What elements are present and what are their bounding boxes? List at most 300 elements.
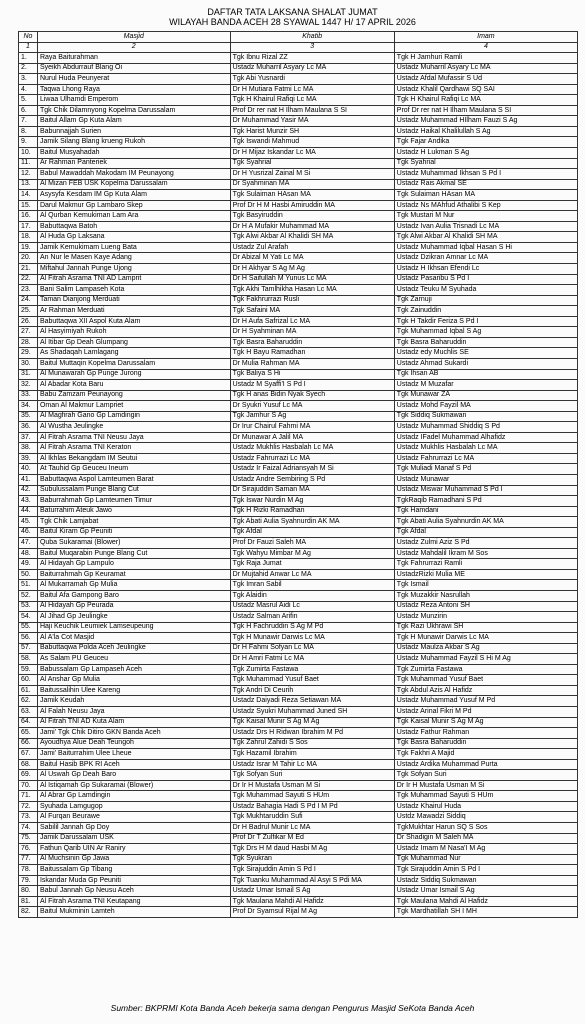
khatib-cell: Tgk Andri Di Ceurih xyxy=(230,685,394,696)
masjid-cell: Taman Dianjong Merduati xyxy=(37,295,230,306)
masjid-cell: Ayoudhya Alue Deah Teungoh xyxy=(37,738,230,749)
row-number: 1. xyxy=(19,53,38,64)
khatib-cell: Tgk Syahrial xyxy=(230,158,394,169)
table-row xyxy=(19,601,578,612)
masjid-cell: Nurul Huda Peunyerat xyxy=(37,74,230,85)
khatib-cell: Tgk Tuanku Muhammad Al Asyi S Pdi MA xyxy=(230,875,394,886)
khatib-cell: Tgk Maulana Mahdi Al Hafidz xyxy=(230,896,394,907)
table-row xyxy=(19,422,578,433)
row-number: 49. xyxy=(19,559,38,570)
imam-cell: Tgk Zarnuji xyxy=(394,295,577,306)
masjid-cell: Taqwa Lhong Raya xyxy=(37,84,230,95)
khatib-cell: Ustadz Salman Arifin xyxy=(230,612,394,623)
table-row xyxy=(19,485,578,496)
khatib-cell: Tgk Muhammad Sayuti S HUm xyxy=(230,791,394,802)
table-row xyxy=(19,517,578,528)
khatib-cell: Tgk Alwi Akbar Al Khalidi SH MA xyxy=(230,232,394,243)
imam-cell: Tgk Sulaiman HAsan MA xyxy=(394,190,577,201)
masjid-cell: Jami' Baiturrahim Ulee Lheue xyxy=(37,749,230,760)
row-number: 43. xyxy=(19,496,38,507)
table-row xyxy=(19,211,578,222)
table-row xyxy=(19,633,578,644)
khatib-cell: Dr Ir H Mustafa Usman M Si xyxy=(230,780,394,791)
masjid-cell: Al Munawarah Gp Punge Jurong xyxy=(37,369,230,380)
imam-cell: Ustadz Ahmad Sukardi xyxy=(394,358,577,369)
table-row xyxy=(19,538,578,549)
row-number: 50. xyxy=(19,569,38,580)
imam-cell: Tgk Mardhatillah SH I MH xyxy=(394,907,577,918)
masjid-cell: Sabilil Jannah Gp Doy xyxy=(37,823,230,834)
imam-cell: Tgk Muzakkir Nasrullah xyxy=(394,590,577,601)
table-row xyxy=(19,875,578,886)
khatib-cell: Tgk H anas Bidin Nyak Syech xyxy=(230,390,394,401)
table-row xyxy=(19,496,578,507)
row-number: 31. xyxy=(19,369,38,380)
row-number: 15. xyxy=(19,200,38,211)
table-row xyxy=(19,559,578,570)
khatib-cell: Tgk Syukran xyxy=(230,854,394,865)
khatib-cell: Ustadz Andre Sembiring S Pd xyxy=(230,474,394,485)
table-row xyxy=(19,664,578,675)
row-number: 71. xyxy=(19,791,38,802)
header-no: No xyxy=(19,32,38,43)
khatib-cell: Prof Dr H M Hasbi Amiruddin MA xyxy=(230,200,394,211)
table-row xyxy=(19,337,578,348)
table-row xyxy=(19,348,578,359)
table-row xyxy=(19,590,578,601)
row-number: 4. xyxy=(19,84,38,95)
khatib-cell: Tgk Harist Munzir SH xyxy=(230,126,394,137)
row-number: 53. xyxy=(19,601,38,612)
row-number: 10. xyxy=(19,148,38,159)
khatib-cell: Dr Abizal M Yati Lc MA xyxy=(230,253,394,264)
imam-cell: Ustadz Muhammad HIlham Fauzi S Ag xyxy=(394,116,577,127)
table-row xyxy=(19,527,578,538)
table-body xyxy=(19,53,578,918)
khatib-cell: Dr Syukri Yusuf Lc MA xyxy=(230,401,394,412)
masjid-cell: Al Uswah Gp Deah Baro xyxy=(37,770,230,781)
masjid-cell: Al Huda Gp Laksana xyxy=(37,232,230,243)
row-number: 82. xyxy=(19,907,38,918)
row-number: 27. xyxy=(19,327,38,338)
khatib-cell: Tgk Drs H M daud Hasbi M Ag xyxy=(230,844,394,855)
masjid-cell: Al Magfirah Gano Gp Lamdingin xyxy=(37,411,230,422)
imam-cell: Tgk Siddiq Sukmawan xyxy=(394,411,577,422)
imam-cell: Tgk Razi Ukhrawi SH xyxy=(394,622,577,633)
row-number: 79. xyxy=(19,875,38,886)
table-row xyxy=(19,738,578,749)
khatib-cell: Dr Syahminan MA xyxy=(230,179,394,190)
row-number: 41. xyxy=(19,474,38,485)
table-row xyxy=(19,643,578,654)
masjid-cell: Baitussalam Gp Tibang xyxy=(37,865,230,876)
row-number: 46. xyxy=(19,527,38,538)
table-row xyxy=(19,896,578,907)
table-row xyxy=(19,770,578,781)
masjid-cell: As Salam PU Geuceu xyxy=(37,654,230,665)
table-row xyxy=(19,432,578,443)
header-masjid: Masjid xyxy=(37,32,230,43)
imam-cell: Tgk Muhammad Nur xyxy=(394,854,577,865)
masjid-cell: Al Hasyimiyah Rukoh xyxy=(37,327,230,338)
imam-cell: Ustadz Haikal Khalilullah S Ag xyxy=(394,126,577,137)
masjid-cell: Babuttaqwa Batoh xyxy=(37,221,230,232)
table-row xyxy=(19,654,578,665)
row-number: 25. xyxy=(19,306,38,317)
khatib-cell: Tgk Sirajuddin Amin S Pd I xyxy=(230,865,394,876)
masjid-cell: Darul Makmur Gp Lambaro Skep xyxy=(37,200,230,211)
masjid-cell: Tgk Chik Lamjabat xyxy=(37,517,230,528)
khatib-cell: Dr H Fahmi Sofyan Lc MA xyxy=(230,643,394,654)
row-number: 45. xyxy=(19,517,38,528)
table-row xyxy=(19,327,578,338)
khatib-cell: Tgk Hazamil Ibrahim xyxy=(230,749,394,760)
imam-cell: Ustadz Fahrurrazi Lc MA xyxy=(394,453,577,464)
masjid-cell: Baitul Muqarabin Punge Blang Cut xyxy=(37,548,230,559)
table-row xyxy=(19,105,578,116)
masjid-cell: Baitul Afa Gampong Baro xyxy=(37,590,230,601)
khatib-cell: Prof Dr Syamsul Rijal M Ag xyxy=(230,907,394,918)
masjid-cell: Babunnajjah Surien xyxy=(37,126,230,137)
imam-cell: Ustadz Muhammad Yusuf M Pd xyxy=(394,696,577,707)
row-number: 5. xyxy=(19,95,38,106)
table-row xyxy=(19,369,578,380)
table-row xyxy=(19,675,578,686)
khatib-cell: Tgk H Munawir Darwis Lc MA xyxy=(230,633,394,644)
khatib-cell: Tgk Muhammad Yusuf Baet xyxy=(230,675,394,686)
source-footer: Sumber: BKPRMI Kota Banda Aceh bekerja sama dengan Pengurus Masjid SeKota Banda Aceh xyxy=(110,1003,475,1013)
khatib-cell: Ustadz Mukhlis Hasbalah Lc MA xyxy=(230,443,394,454)
imam-cell: Tgk Sofyan Suri xyxy=(394,770,577,781)
row-number: 18. xyxy=(19,232,38,243)
masjid-cell: Babul Jannah Gp Neusu Aceh xyxy=(37,886,230,897)
masjid-cell: Al Qurban Kemukiman Lam Ara xyxy=(37,211,230,222)
masjid-cell: Baitul Allam Gp Kuta Alam xyxy=(37,116,230,127)
masjid-cell: Jamik Darussalam USK xyxy=(37,833,230,844)
masjid-cell: Haji Keuchik Leumiek Lamseupeung xyxy=(37,622,230,633)
imam-cell: Ustadz Maulza Akbar S Ag xyxy=(394,643,577,654)
table-row xyxy=(19,95,578,106)
imam-cell: Ustadz Ns MAhfud Athalibi S Kep xyxy=(394,200,577,211)
masjid-cell: Iskandar Muda Gp Peuniti xyxy=(37,875,230,886)
table-row xyxy=(19,506,578,517)
imam-cell: Tgk Alwi Akbar Al Khalidi SH MA xyxy=(394,232,577,243)
row-number: 52. xyxy=(19,590,38,601)
table-row xyxy=(19,801,578,812)
imam-cell: Ustadz Zulmi Aziz S Pd xyxy=(394,538,577,549)
row-number: 65. xyxy=(19,728,38,739)
imam-cell: UstadzRizki Mulia ME xyxy=(394,569,577,580)
document-title: DAFTAR TATA LAKSANA SHALAT JUMAT xyxy=(207,7,378,17)
header-number: 1 xyxy=(19,42,38,53)
row-number: 55. xyxy=(19,622,38,633)
table-row xyxy=(19,759,578,770)
row-number: 77. xyxy=(19,854,38,865)
imam-cell: Ustadz H Lukman S Ag xyxy=(394,148,577,159)
masjid-cell: Baitul Hasib BPK RI Aceh xyxy=(37,759,230,770)
masjid-cell: Fathun Qarib UIN Ar Raniry xyxy=(37,844,230,855)
row-number: 61. xyxy=(19,685,38,696)
row-number: 17. xyxy=(19,221,38,232)
row-number: 76. xyxy=(19,844,38,855)
khatib-cell: Tgk Fakhrurrazi Rusli xyxy=(230,295,394,306)
khatib-cell: Dr H Syahminan MA xyxy=(230,327,394,338)
imam-cell: Ustadz Rais Akmal SE xyxy=(394,179,577,190)
masjid-cell: Al Furqan Beurawe xyxy=(37,812,230,823)
row-number: 70. xyxy=(19,780,38,791)
masjid-cell: Al Mukarramah Gp Mulia xyxy=(37,580,230,591)
khatib-cell: Dr Mujtahid Anwar Lc MA xyxy=(230,569,394,580)
khatib-cell: Tgk H Khairul Rafiqi Lc MA xyxy=(230,95,394,106)
table-row xyxy=(19,53,578,64)
masjid-cell: Tgk Chik Dilamnyong Kopelma Darussalam xyxy=(37,105,230,116)
imam-cell: Tgk Ismail xyxy=(394,580,577,591)
row-number: 62. xyxy=(19,696,38,707)
row-number: 35. xyxy=(19,411,38,422)
imam-cell: Tgk H Khairul Rafiqi Lc MA xyxy=(394,95,577,106)
imam-cell: Ustadz Reza Antoni SH xyxy=(394,601,577,612)
table-row xyxy=(19,116,578,127)
khatib-cell: Dr Sirajuddin Saman MA xyxy=(230,485,394,496)
row-number: 29. xyxy=(19,348,38,359)
imam-cell: Ustadz Khalil Qardhawi SQ SAI xyxy=(394,84,577,95)
imam-cell: Ustadz Ivan Aulia Trisnadi Lc MA xyxy=(394,221,577,232)
masjid-cell: Ar Rahman Merduati xyxy=(37,306,230,317)
imam-cell: Tgk Basra Baharuddin xyxy=(394,337,577,348)
masjid-cell: Syuhada Lamgugop xyxy=(37,801,230,812)
masjid-cell: Al Itibar Gp Deah Glumpang xyxy=(37,337,230,348)
row-number: 40. xyxy=(19,464,38,475)
imam-cell: Tgk Sirajuddin Amin S Pd I xyxy=(394,865,577,876)
masjid-cell: Babu Zamzam Peunayong xyxy=(37,390,230,401)
masjid-cell: Baitul Muttaqin Kopelma Darussalam xyxy=(37,358,230,369)
imam-cell: Ustadz Munawar xyxy=(394,474,577,485)
imam-cell: Tgk Maulana Mahdi Al Hafidz xyxy=(394,896,577,907)
imam-cell: Tgk Fajar Andika xyxy=(394,137,577,148)
table-row xyxy=(19,380,578,391)
row-number: 42. xyxy=(19,485,38,496)
imam-cell: Tgk Afdal xyxy=(394,527,577,538)
masjid-cell: Baitul Musyahadah xyxy=(37,148,230,159)
masjid-cell: Al Fitrah Asrama TNI Neusu Jaya xyxy=(37,432,230,443)
row-number: 33. xyxy=(19,390,38,401)
imam-cell: Tgk Muhammad Yusuf Baet xyxy=(394,675,577,686)
imam-cell: Tgk Fakhri A Majid xyxy=(394,749,577,760)
table-row xyxy=(19,707,578,718)
row-number: 2. xyxy=(19,63,38,74)
imam-cell: Tgk Zumirta Fastawa xyxy=(394,664,577,675)
table-row xyxy=(19,169,578,180)
masjid-cell: Al Abrar Gp Lamdingin xyxy=(37,791,230,802)
table-row xyxy=(19,749,578,760)
table-row xyxy=(19,179,578,190)
imam-cell: Dr Ir H Mustafa Usman M Si xyxy=(394,780,577,791)
khatib-cell: Tgk Wahyu Mimbar M Ag xyxy=(230,548,394,559)
row-number: 37. xyxy=(19,432,38,443)
imam-cell: Ustadz Muhammad Ikhsan S Pd I xyxy=(394,169,577,180)
row-number: 60. xyxy=(19,675,38,686)
table-row xyxy=(19,443,578,454)
masjid-cell: Jamik Kemukimam Lueng Bata xyxy=(37,242,230,253)
khatib-cell: Ustadz Israr M Tahir Lc MA xyxy=(230,759,394,770)
imam-cell: Tgk H Munawir Darwis Lc MA xyxy=(394,633,577,644)
imam-cell: Ustadz Fathur Rahman xyxy=(394,728,577,739)
table-row xyxy=(19,390,578,401)
imam-cell: Tgk Muhammad Iqbal S Ag xyxy=(394,327,577,338)
table-row xyxy=(19,200,578,211)
imam-cell: Tgk Mustari M Nur xyxy=(394,211,577,222)
table-row xyxy=(19,316,578,327)
table-row xyxy=(19,823,578,834)
khatib-cell: Tgk Abati Aulia Syahnurdin AK MA xyxy=(230,517,394,528)
imam-cell: Tgk H Takdir Feriza S Pd I xyxy=(394,316,577,327)
row-number: 6. xyxy=(19,105,38,116)
masjid-cell: Al A'la Cot Masjid xyxy=(37,633,230,644)
masjid-cell: Ar Rahman Panteriek xyxy=(37,158,230,169)
imam-cell: Ustadz Umar Ismail S Ag xyxy=(394,886,577,897)
table-row xyxy=(19,190,578,201)
masjid-cell: Quba Sukaramai (Blower) xyxy=(37,538,230,549)
row-number: 11. xyxy=(19,158,38,169)
imam-cell: TgkRaqib Ramadhani S Pd xyxy=(394,496,577,507)
table-row xyxy=(19,264,578,275)
khatib-cell: Tgk Basra Baharuddin xyxy=(230,337,394,348)
imam-cell: Ustadz Muhammad Fayzil S Hi M Ag xyxy=(394,654,577,665)
schedule-table xyxy=(18,31,578,918)
row-number: 74. xyxy=(19,823,38,834)
khatib-cell: Prof Dr rer nat H Ilham Maulana S SI xyxy=(230,105,394,116)
row-number: 7. xyxy=(19,116,38,127)
row-number: 12. xyxy=(19,169,38,180)
imam-cell: Tgk Abati Aulia Syahnurdin AK MA xyxy=(394,517,577,528)
masjid-cell: Al Mizan FEB USK Kopelma Darussalam xyxy=(37,179,230,190)
table-row xyxy=(19,580,578,591)
masjid-cell: Al Fitrah Asrama TNI Keraton xyxy=(37,443,230,454)
table-row xyxy=(19,232,578,243)
row-number: 47. xyxy=(19,538,38,549)
masjid-cell: Baitul Kiram Gp Peuniti xyxy=(37,527,230,538)
masjid-cell: Babul Mawaddah Makodam IM Peunayong xyxy=(37,169,230,180)
imam-cell: Tgk Syahrial xyxy=(394,158,577,169)
masjid-cell: Al Wustha Jeulingke xyxy=(37,422,230,433)
row-number: 48. xyxy=(19,548,38,559)
khatib-cell: Ustadz Umar Ismail S Ag xyxy=(230,886,394,897)
table-row xyxy=(19,791,578,802)
imam-cell: Tgk Ihsan AB xyxy=(394,369,577,380)
masjid-cell: Al Abadar Kota Baru xyxy=(37,380,230,391)
table-row xyxy=(19,158,578,169)
row-number: 51. xyxy=(19,580,38,591)
table-row xyxy=(19,622,578,633)
table-row xyxy=(19,137,578,148)
table-row xyxy=(19,221,578,232)
table-row xyxy=(19,126,578,137)
imam-cell: Tgk Muliadi Manaf S Pd xyxy=(394,464,577,475)
imam-cell: Ustadz Ardika Muhammad Purta xyxy=(394,759,577,770)
row-number: 8. xyxy=(19,126,38,137)
khatib-cell: Tgk Zahrul Zahidi S Sos xyxy=(230,738,394,749)
table-row xyxy=(19,274,578,285)
row-number: 64. xyxy=(19,717,38,728)
header-number: 2 xyxy=(37,42,230,53)
row-number: 9. xyxy=(19,137,38,148)
header-row xyxy=(19,32,578,43)
masjid-cell: Jami' Tgk Chik Ditiro GKN Banda Aceh xyxy=(37,728,230,739)
table-row xyxy=(19,548,578,559)
imam-cell: Ustadz Arinal Fikri M Pd xyxy=(394,707,577,718)
masjid-cell: Syeikh Abdurrauf Blang Oi xyxy=(37,63,230,74)
table-row xyxy=(19,696,578,707)
header-number: 3 xyxy=(230,42,394,53)
row-number: 63. xyxy=(19,707,38,718)
masjid-cell: Al Hidayah Gp Peurada xyxy=(37,601,230,612)
masjid-cell: Al Muchsinin Gp Jawa xyxy=(37,854,230,865)
imam-cell: Tgk Muhammad Sayuti S HUm xyxy=(394,791,577,802)
row-number: 32. xyxy=(19,380,38,391)
row-number: 56. xyxy=(19,633,38,644)
khatib-cell: Tgk Afdal xyxy=(230,527,394,538)
masjid-cell: Bani Salim Lampaseh Kota xyxy=(37,285,230,296)
khatib-cell: Prof Dr T Zulfikar M Ed xyxy=(230,833,394,844)
khatib-cell: Tgk Alaidin xyxy=(230,590,394,601)
khatib-cell: Dr Muhammad Yasir MA xyxy=(230,116,394,127)
khatib-cell: Tgk Iswandi Mahmud xyxy=(230,137,394,148)
masjid-cell: Liwaa Ulhamdi Emperom xyxy=(37,95,230,106)
imam-cell: Ustadz Muhammad Shiddiq S Pd xyxy=(394,422,577,433)
table-row xyxy=(19,358,578,369)
imam-cell: Ustadz Munzirin xyxy=(394,612,577,623)
row-number: 23. xyxy=(19,285,38,296)
masjid-cell: At Tauhid Gp Geuceu Ineum xyxy=(37,464,230,475)
table-row xyxy=(19,717,578,728)
row-number: 14. xyxy=(19,190,38,201)
row-number: 13. xyxy=(19,179,38,190)
masjid-cell: Raya Baiturahman xyxy=(37,53,230,64)
khatib-cell: Tgk Jamhur S Ag xyxy=(230,411,394,422)
khatib-cell: Tgk Baliya S Hi xyxy=(230,369,394,380)
row-number: 75. xyxy=(19,833,38,844)
masjid-cell: Babussalam Gp Lampaseh Aceh xyxy=(37,664,230,675)
row-number: 38. xyxy=(19,443,38,454)
table-row xyxy=(19,74,578,85)
imam-cell: Tgk Zainuddin xyxy=(394,306,577,317)
row-number: 69. xyxy=(19,770,38,781)
row-number: 57. xyxy=(19,643,38,654)
masjid-cell: Baitul Mukminin Lamteh xyxy=(37,907,230,918)
masjid-cell: Oman Al Makmur Lampriet xyxy=(37,401,230,412)
row-number: 28. xyxy=(19,337,38,348)
khatib-cell: Dr H Akhyar S Ag M Ag xyxy=(230,264,394,275)
table-row xyxy=(19,854,578,865)
khatib-cell: Tgk Sulaiman HAsan MA xyxy=(230,190,394,201)
khatib-cell: Ustadz Fahrurrazi Lc MA xyxy=(230,453,394,464)
khatib-cell: Ustadz Syukri Muhammad Juned SH xyxy=(230,707,394,718)
row-number: 80. xyxy=(19,886,38,897)
khatib-cell: Tgk Abi Yusnardi xyxy=(230,74,394,85)
imam-cell: Ustadz Khairul Huda xyxy=(394,801,577,812)
row-number: 58. xyxy=(19,654,38,665)
table-row xyxy=(19,812,578,823)
row-number: 44. xyxy=(19,506,38,517)
khatib-cell: Tgk H Fachruddin S Ag M Pd xyxy=(230,622,394,633)
khatib-cell: Tgk Mukhtaruddin Sufi xyxy=(230,812,394,823)
khatib-cell: Dr H Amri Fatmi Lc MA xyxy=(230,654,394,665)
imam-cell: Tgk H Jamhuri Ramli xyxy=(394,53,577,64)
row-number: 19. xyxy=(19,242,38,253)
row-number: 22. xyxy=(19,274,38,285)
khatib-cell: Dr H Badrul Munir Lc MA xyxy=(230,823,394,834)
table-row xyxy=(19,865,578,876)
